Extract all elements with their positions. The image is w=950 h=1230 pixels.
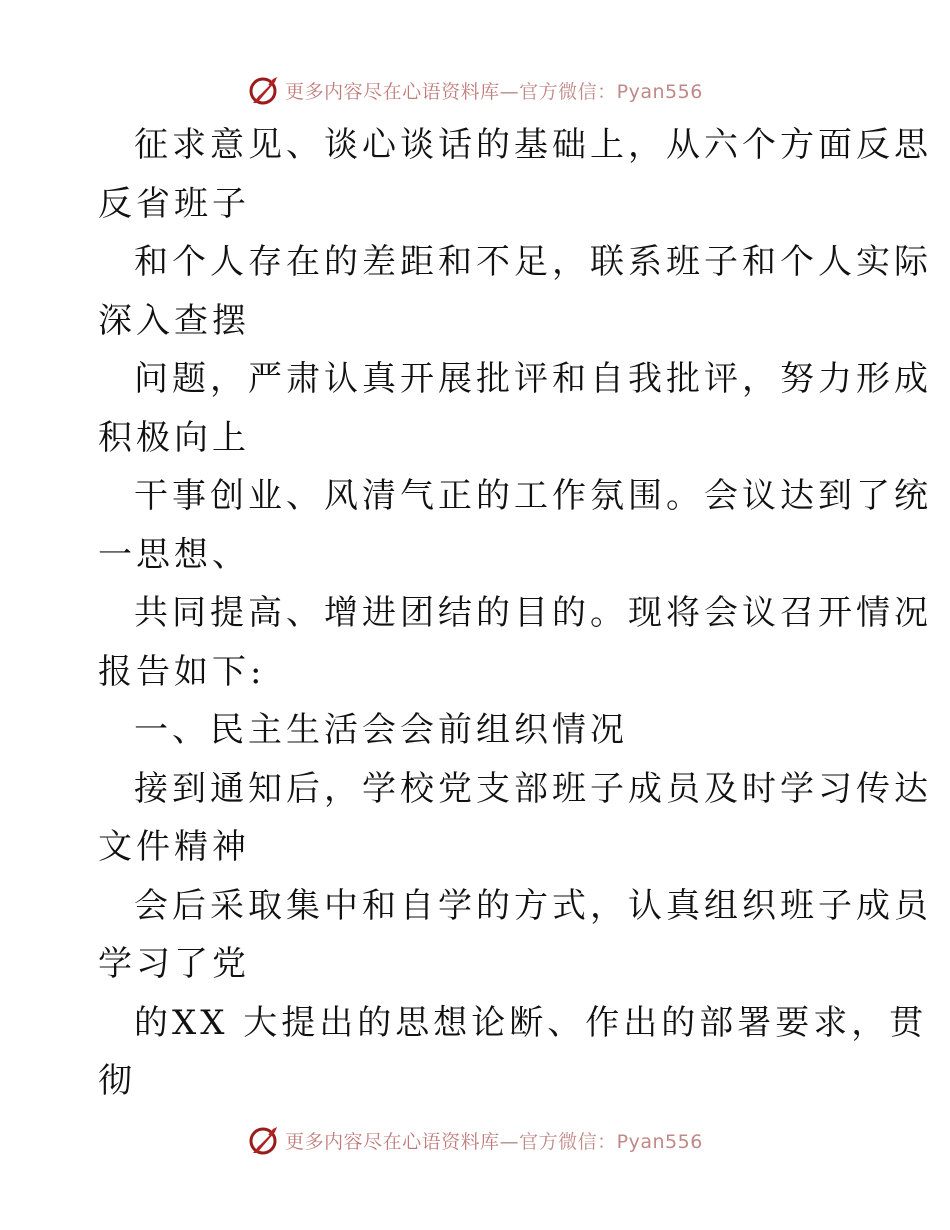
- body-line: 和个人存在的差距和不足，联系班子和个人实际: [134, 242, 932, 282]
- footer-banner-text-b: 官方微信：Pyan556: [519, 1130, 703, 1153]
- body-line: 积极向上: [98, 417, 250, 458]
- body-line: 一思想、: [98, 534, 250, 575]
- header-banner: [0, 70, 950, 110]
- body-line: 共同提高、增进团结的目的。现将会议召开情况: [134, 593, 932, 633]
- header-banner-dash: —: [499, 80, 520, 103]
- body-line: 深入查摆: [98, 300, 250, 341]
- body-line: 反省班子: [98, 183, 250, 224]
- quill-logo-icon: [247, 1123, 281, 1157]
- body-line: 文件精神: [98, 827, 250, 867]
- body-line: 问题，严肃认真开展批评和自我批评，努力形成: [134, 359, 932, 399]
- body-line: 干事创业、风清气正的工作氛围。会议达到了统: [134, 476, 932, 516]
- body-line: 学习了党: [98, 944, 250, 984]
- footer-banner-text-a: 更多内容尽在心语资料库: [285, 1130, 500, 1153]
- document-body: [98, 116, 932, 1111]
- header-banner-text-b: 官方微信：Pyan556: [519, 80, 703, 103]
- footer-banner: [0, 1120, 950, 1160]
- body-line: 征求意见、谈心谈话的基础上，从六个方面反思: [134, 125, 932, 165]
- body-line: 接到通知后，学校党支部班子成员及时学习传达: [134, 768, 932, 809]
- body-line: 会后采取集中和自学的方式，认真组织班子成员: [134, 885, 932, 926]
- body-line: 彻: [98, 1061, 136, 1101]
- body-line: 的XX 大提出的思想论断、作出的部署要求，贯: [134, 1002, 928, 1043]
- header-banner-text-a: 更多内容尽在心语资料库: [285, 80, 500, 103]
- footer-banner-dash: —: [499, 1130, 520, 1153]
- quill-logo-icon: [247, 73, 281, 107]
- body-line: 报告如下:: [98, 651, 266, 692]
- section-heading: 一、民主生活会会前组织情况: [134, 710, 628, 750]
